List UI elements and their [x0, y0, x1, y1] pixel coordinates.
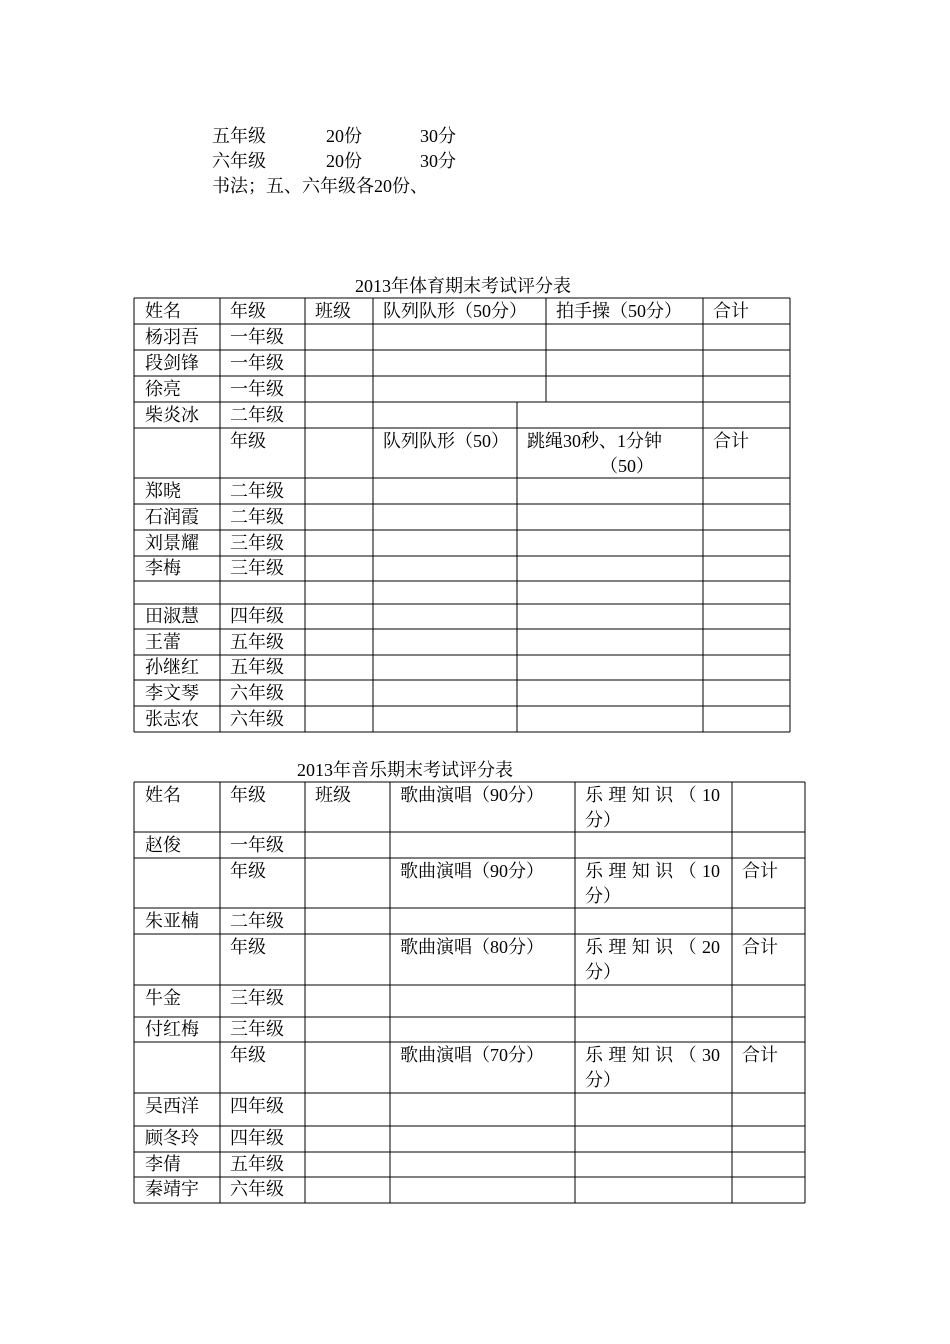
pe-row-name: 孙继红: [145, 657, 199, 677]
music-subheader-song: 歌曲演唱（90分）: [400, 861, 544, 881]
music-row-grade: 四年级: [230, 1128, 284, 1148]
grade-6-score: 30分: [420, 151, 456, 171]
pe-row-name: 杨羽吾: [145, 327, 199, 347]
theory-char: 识: [655, 861, 674, 881]
grade-6-label: 六年级: [212, 151, 266, 171]
music-subheader-grade: 年级: [230, 861, 266, 881]
music-row-grade: 三年级: [230, 1019, 284, 1039]
grade-5-label: 五年级: [212, 126, 266, 146]
calligraphy-note: 书法；五、六年级各20份、: [212, 176, 428, 196]
grade-5-score: 30分: [420, 126, 456, 146]
music-row-grade: 五年级: [230, 1154, 284, 1174]
pe-row-name: 张志农: [145, 709, 199, 729]
theory-char: 10: [701, 785, 720, 805]
music-row-name: 牛金: [145, 988, 181, 1008]
grade-6-copies: 20份: [326, 151, 362, 171]
music-row-grade: 六年级: [230, 1179, 284, 1199]
pe-row-grade: 五年级: [230, 632, 284, 652]
theory-char: （: [678, 785, 697, 805]
theory-char: 乐: [585, 937, 603, 957]
theory-char: 理: [608, 785, 627, 805]
pe-row-grade: 一年级: [230, 353, 284, 373]
music-subheader-grade: 年级: [230, 937, 266, 957]
pe-row-name: 王蕾: [145, 632, 181, 652]
music-subheader-grade: 年级: [230, 1045, 266, 1065]
music-subheader-theory: [585, 1043, 720, 1068]
theory-char: 知: [631, 861, 650, 881]
pe-row-name: 柴炎冰: [145, 405, 199, 425]
music-table-title: 2013年音乐期末考试评分表: [297, 760, 513, 780]
music-subheader-theory-tail: 分）: [585, 1070, 621, 1090]
theory-char: 知: [631, 937, 650, 957]
pe-row-grade: 六年级: [230, 709, 284, 729]
pe-header2-total: 合计: [713, 431, 749, 451]
pe-row-name: 田淑慧: [145, 606, 199, 626]
music-subheader-total: 合计: [742, 937, 778, 957]
pe-row-grade: 三年级: [230, 533, 284, 553]
theory-char: 识: [655, 1045, 674, 1065]
music-header-theory: [585, 783, 720, 808]
music-subheader-song: 歌曲演唱（80分）: [400, 937, 544, 957]
music-header-class: 班级: [315, 785, 351, 805]
theory-char: 理: [608, 861, 627, 881]
pe-row-name: 刘景耀: [145, 533, 199, 553]
pe-header-class: 班级: [315, 301, 351, 321]
theory-char: 理: [608, 937, 627, 957]
pe-header2-grade: 年级: [230, 431, 266, 451]
pe-row-name: 段剑锋: [145, 353, 199, 373]
pe-header2-rope-line2: （50）: [600, 456, 654, 476]
pe-row-grade: 一年级: [230, 327, 284, 347]
pe-row-name: 李文琴: [145, 683, 199, 703]
music-subheader-total: 合计: [742, 1045, 778, 1065]
theory-char: 乐: [585, 861, 603, 881]
pe-row-name: 李梅: [145, 558, 181, 578]
theory-char: （: [678, 937, 697, 957]
pe-header-formation: 队列队形（50分）: [383, 301, 527, 321]
pe-row-name: 石润霞: [145, 507, 199, 527]
music-header-name: 姓名: [145, 785, 181, 805]
grade-5-copies: 20份: [326, 126, 362, 146]
pe-header-clap: 拍手操（50分）: [556, 301, 682, 321]
theory-char: 10: [701, 861, 720, 881]
theory-char: 理: [608, 1045, 627, 1065]
music-row-name: 付红梅: [145, 1019, 199, 1039]
music-header-theory-tail: 分）: [585, 810, 621, 830]
music-subheader-theory: [585, 859, 720, 884]
theory-char: （: [678, 1045, 697, 1065]
music-subheader-theory-tail: 分）: [585, 962, 621, 982]
music-subheader-total: 合计: [742, 861, 778, 881]
theory-char: 乐: [585, 785, 603, 805]
pe-header-name: 姓名: [145, 301, 181, 321]
pe-row-grade: 一年级: [230, 379, 284, 399]
theory-char: 20: [701, 937, 720, 957]
pe-row-grade: 二年级: [230, 507, 284, 527]
pe-row-grade: 二年级: [230, 405, 284, 425]
pe-table-title: 2013年体育期末考试评分表: [355, 276, 571, 296]
pe-header2-rope-line1: 跳绳30秒、1分钟: [527, 431, 662, 451]
pe-row-grade: 四年级: [230, 606, 284, 626]
music-row-grade: 一年级: [230, 835, 284, 855]
theory-char: 30: [701, 1045, 720, 1065]
theory-char: 识: [655, 785, 674, 805]
theory-char: 知: [631, 785, 650, 805]
music-row-grade: 二年级: [230, 911, 284, 931]
theory-char: 乐: [585, 1045, 603, 1065]
pe-header-total: 合计: [713, 301, 749, 321]
music-row-name: 朱亚楠: [145, 911, 199, 931]
music-row-name: 李倩: [145, 1154, 181, 1174]
pe-header-grade: 年级: [230, 301, 266, 321]
theory-char: 知: [631, 1045, 650, 1065]
music-subheader-song: 歌曲演唱（70分）: [400, 1045, 544, 1065]
music-row-name: 顾冬玲: [145, 1128, 199, 1148]
pe-row-name: 郑晓: [145, 481, 181, 501]
pe-row-grade: 二年级: [230, 481, 284, 501]
music-subheader-theory-tail: 分）: [585, 886, 621, 906]
pe-header2-formation: 队列队形（50）: [383, 431, 509, 451]
theory-char: 识: [655, 937, 674, 957]
music-header-song: 歌曲演唱（90分）: [400, 785, 544, 805]
music-row-name: 秦靖宇: [145, 1179, 199, 1199]
music-subheader-theory: [585, 935, 720, 960]
music-row-grade: 四年级: [230, 1096, 284, 1116]
music-header-grade: 年级: [230, 785, 266, 805]
pe-row-name: 徐亮: [145, 379, 181, 399]
pe-row-grade: 三年级: [230, 558, 284, 578]
music-row-grade: 三年级: [230, 988, 284, 1008]
pe-row-grade: 六年级: [230, 683, 284, 703]
theory-char: （: [678, 861, 697, 881]
music-row-name: 赵俊: [145, 835, 181, 855]
pe-row-grade: 五年级: [230, 657, 284, 677]
music-row-name: 吴西洋: [145, 1096, 199, 1116]
